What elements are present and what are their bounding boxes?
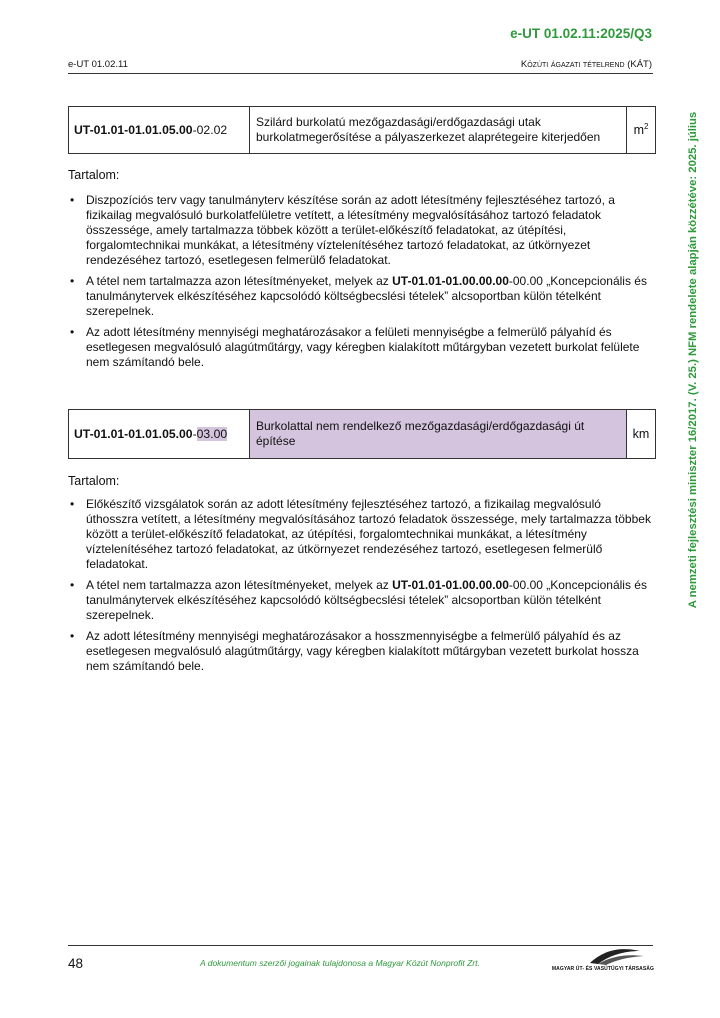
- bullet-item: • A tétel nem tartalmazza azon létesítményeket, melyek az UT-01.01-01.00.00.00-00.00 „Koncepcionális és tanulmánytervek elkészítéséhez kapcsolódó költségbecslési tételek” alcsoportban külön tételként szerepelnek.: [68, 274, 653, 319]
- content-bullets-1: [68, 193, 653, 376]
- header-right-title: Közúti ágazati tételrend (KÁT): [520, 59, 652, 70]
- bullet-item: • Az adott létesítmény mennyiségi meghatározásakor a hosszmennyiségbe a felmerülő pályahíd és az esetlegesen megvalósuló alagútműtárgy, vagy kéregben kialakított műtárgyban vezetett burkolat hossza nem számítandó bele.: [68, 629, 653, 674]
- item-code-cell: [69, 107, 250, 154]
- company-logo: [551, 945, 654, 975]
- header-left-code: e-UT 01.02.11: [68, 59, 128, 70]
- logo-swoosh-icon: [560, 945, 654, 967]
- item-unit-cell: [627, 107, 656, 154]
- item-code-highlighted-suffix: 03.00: [196, 427, 228, 441]
- item-unit: km: [627, 410, 656, 459]
- content-label: Tartalom:: [68, 168, 120, 182]
- bullet-item: • Diszpozíciós terv vagy tanulmányterv készítése során az adott létesítmény fejlesztéséhez tartozó, a fizikailag megvalósuló burkolatfelületre vetített, a létesítmény megvalósításához tartozó feladatok összessége, amely tartalmazza többek között a terület-előkészítő feladatokat, az útépítési, forgalomtechnikai munkákat, a létesítmény víztelenítéséhez tartozó feladatokat, az útkörnyezet rendezéséhez tartozó, esetlegesen felmerülő feladatokat.: [68, 193, 653, 268]
- publication-side-note: A nemzeti fejlesztési miniszter 16/2017. (V. 25.) NFM rendelete alapján közzétéve: 2025. július: [687, 111, 699, 609]
- item-code-main: UT-01.01-01.01.05.00: [74, 123, 193, 137]
- item-code-dash: -: [192, 427, 197, 441]
- document-code: e-UT 01.02.11:2025/Q3: [510, 26, 652, 41]
- reference-code: UT-01.01-01.00.00.00: [392, 578, 509, 592]
- bullet-item: • Előkészítő vizsgálatok során az adott létesítmény fejlesztéséhez tartozó, a fizikailag megvalósuló úthosszra vetített, a létesítmény megvalósításához tartozó feladatok összessége, mely tartalmazza többek között a terület-előkészítő feladatokat, az útépítési, forgalomtechnikai munkákat, a létesítmény víztelenítéséhez tartozó feladatokat, az útkörnyezet rendezéséhez tartozó, esetlegesen felmerülő feladatokat.: [68, 497, 653, 572]
- item-unit: m: [633, 123, 644, 138]
- logo-text: MAGYAR ÚT- ÉS VASÚTÜGYI TÁRSASÁG: [551, 966, 654, 972]
- item-description: Burkolattal nem rendelkező mezőgazdasági/erdőgazdasági út építése: [250, 410, 627, 459]
- reference-code: UT-01.01-01.00.00.00: [392, 274, 509, 288]
- bullet-item: • A tétel nem tartalmazza azon létesítményeket, melyek az UT-01.01-01.00.00.00-00.00 „Koncepcionális és tanulmánytervek elkészítéséhez kapcsolódó költségbecslési tételek” alcsoportban külön tételként szerepelnek.: [68, 578, 653, 623]
- item-description: Szilárd burkolatú mezőgazdasági/erdőgazdasági utak burkolatmegerősítése a pályaszerkezet alaprétegeire kiterjedően: [250, 107, 627, 154]
- item-code-cell: [69, 410, 250, 459]
- bullet-item: • Az adott létesítmény mennyiségi meghatározásakor a felületi mennyiségbe a felmerülő pályahíd és esetlegesen megvalósuló alagútműtárgy, vagy kéregben kialakított műtárgyban vezetett burkolat felülete nem számítandó bele.: [68, 325, 653, 370]
- header-divider: [68, 73, 653, 74]
- page-number: 48: [68, 956, 84, 971]
- item-code-main: UT-01.01-01.01.05.00: [74, 427, 193, 441]
- copyright-notice: A dokumentum szerzői jogainak tulajdonosa a Magyar Közút Nonprofit Zrt.: [200, 958, 480, 968]
- item-table-2: [68, 409, 656, 459]
- item-unit-exponent: 2: [643, 122, 649, 132]
- content-bullets-2: [68, 497, 653, 680]
- item-code-suffix: -02.02: [192, 123, 228, 137]
- content-label: Tartalom:: [68, 474, 120, 488]
- item-table-1: [68, 106, 656, 154]
